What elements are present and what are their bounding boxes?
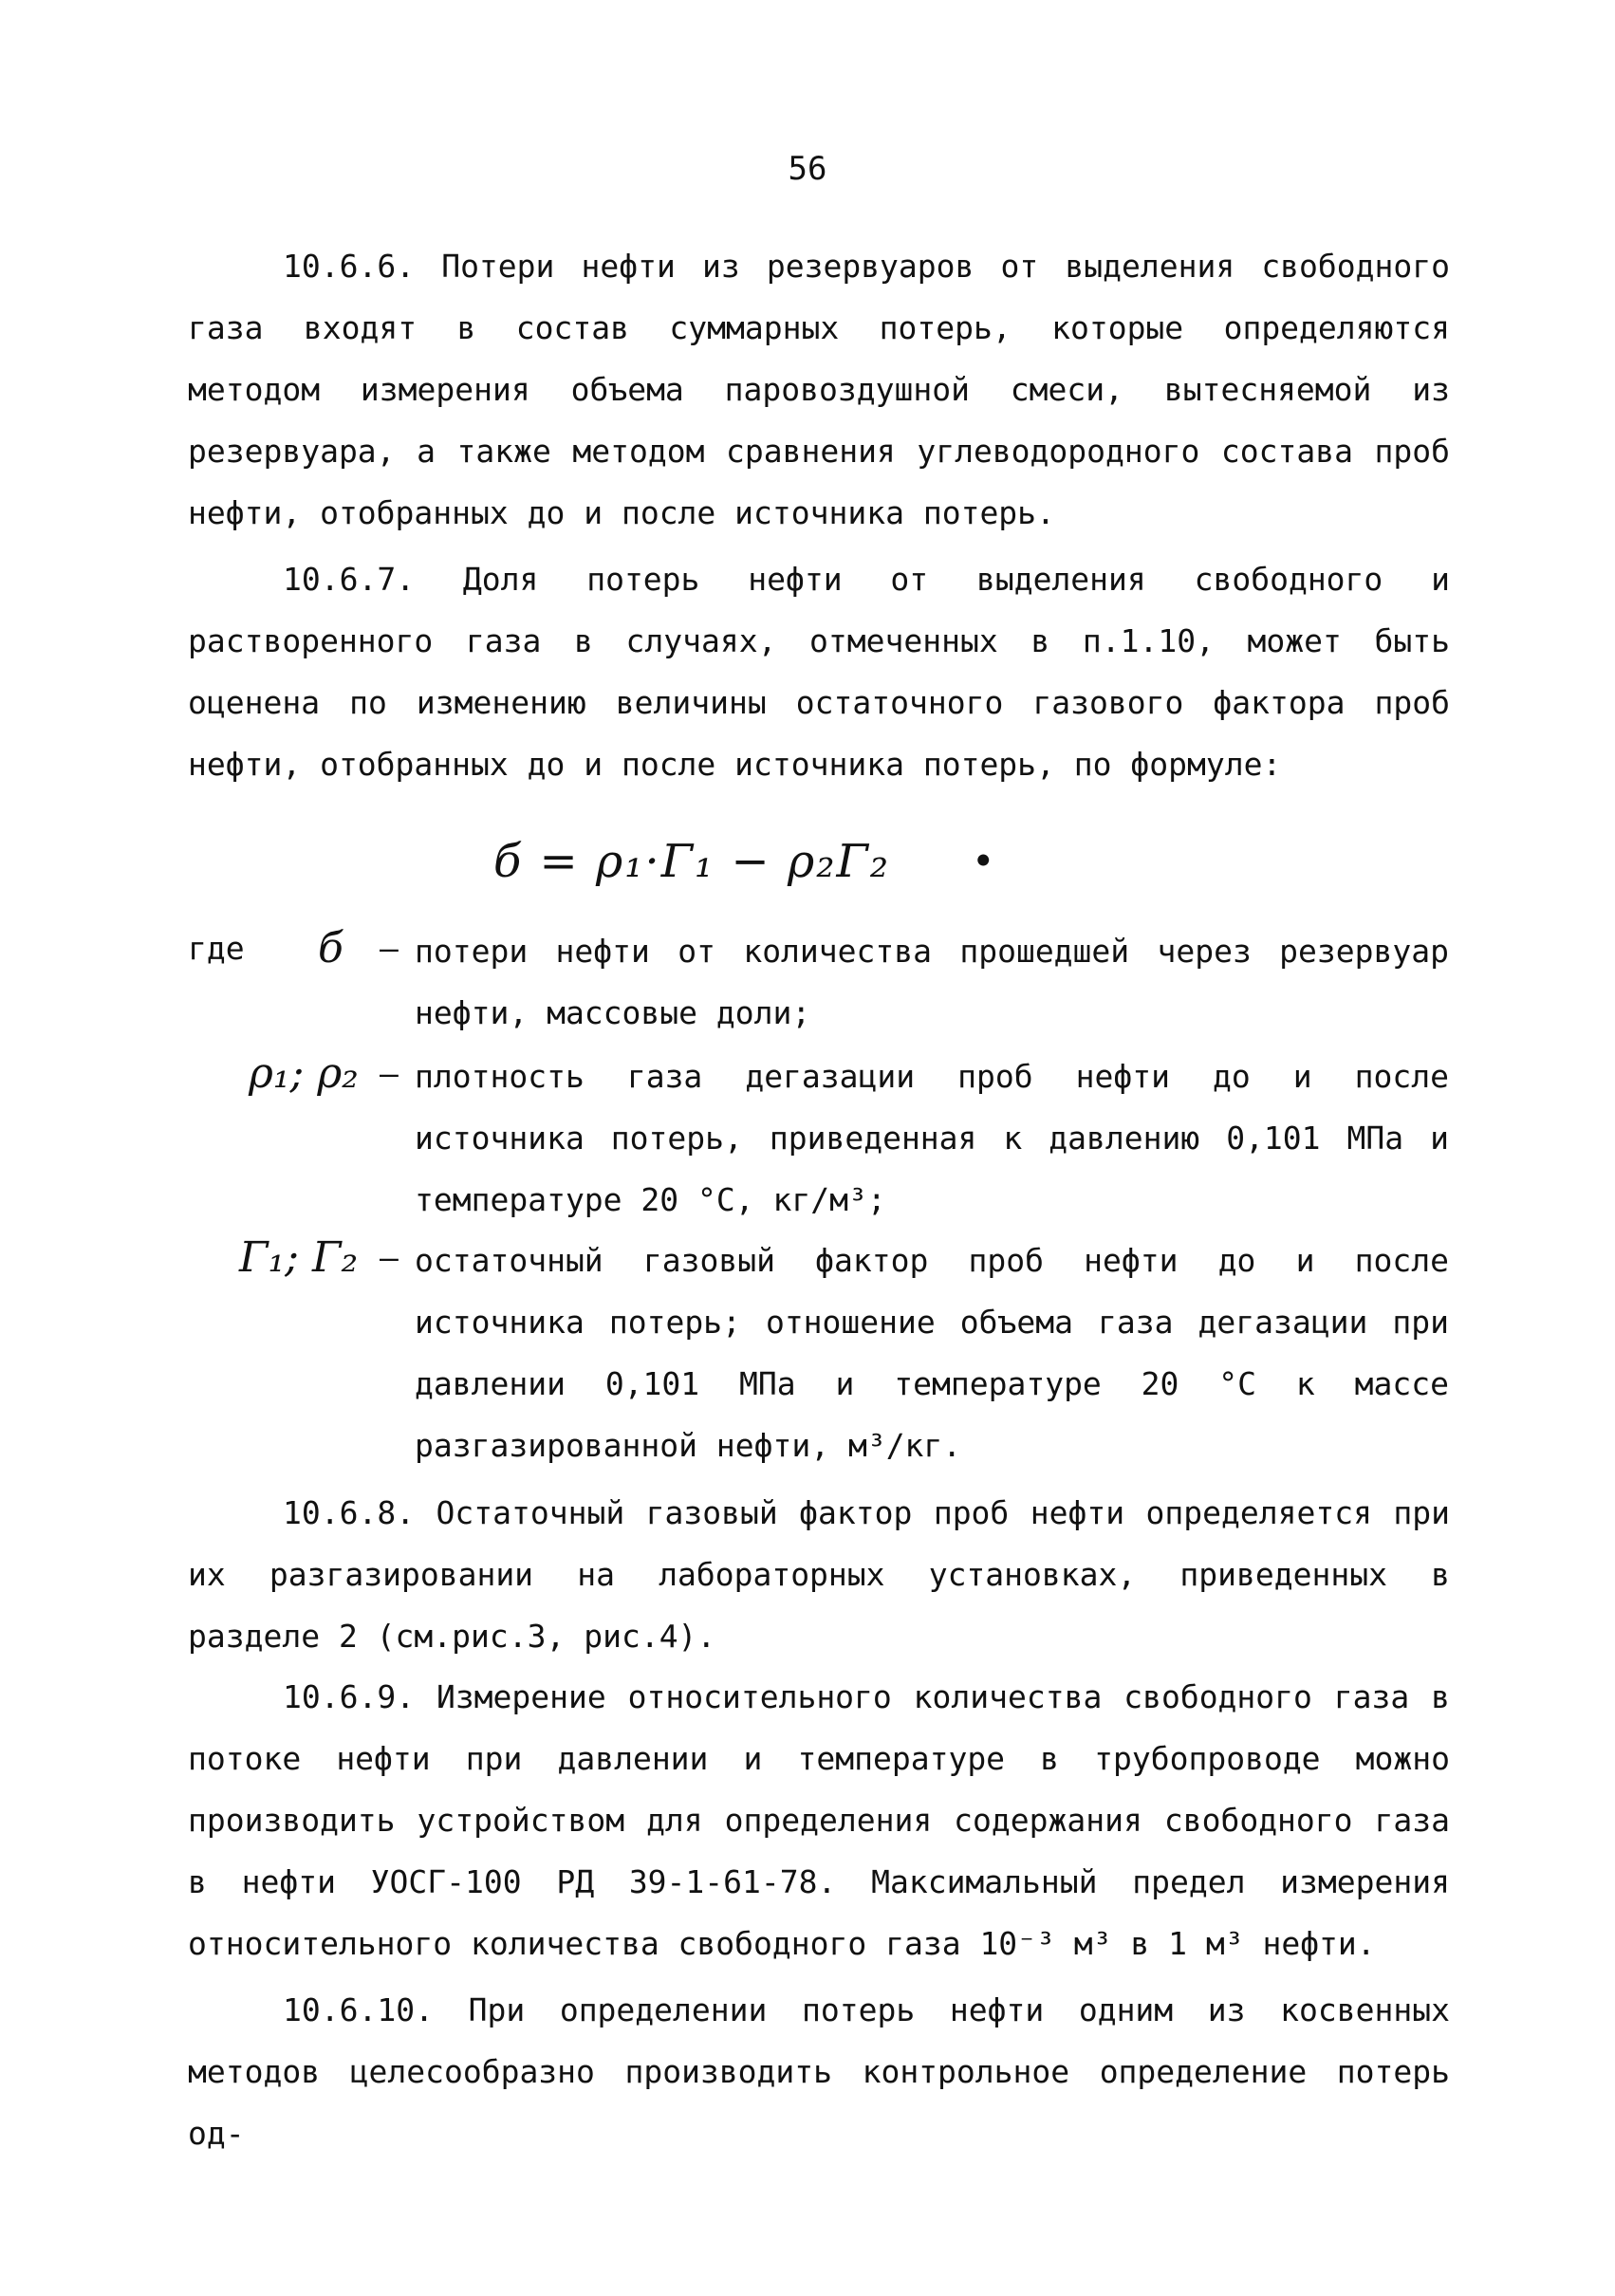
paragraph-10-6-9: 10.6.9. Измерение относительного количества свободного газа в потоке нефти при давлении и температуре в трубопроводе можно производить устройством для определения содержания свободного газа в нефти УОСГ-100 РД 39-1-61-78. Максимальный предел измерения относительного количества свободного газа 10⁻³ м³ в 1 м³ нефти. <box>188 1678 1450 1962</box>
page-number: 56 <box>788 150 827 188</box>
definition-symbol-rho: ρ₁; ρ₂ <box>249 1049 359 1098</box>
formula: б = ρ₁·Γ₁ − ρ₂Γ₂ <box>493 835 891 888</box>
formula-mark: • <box>974 842 993 880</box>
definition-dash: – <box>380 930 399 967</box>
definition-symbol-gamma: Γ₁; Γ₂ <box>239 1233 359 1282</box>
paragraph-10-6-6: 10.6.6. Потери нефти из резервуаров от выделения свободного газа входят в состав суммарных потерь, которые определяются методом измерения объема паровоздушной смеси, вытесняемой из резервуара, а также методом сравнения углеводородного состава проб нефти, отобранных до и после источника потерь. <box>188 248 1450 531</box>
definition-rho-text: плотность газа дегазации проб нефти до и после источника потерь, приведенная к давлению 0,101 МПа и температуре 20 °С, кг/м³; <box>415 1058 1449 1218</box>
definition-gamma-text: остаточный газовый фактор проб нефти до и после источника потерь; отношение объема газа дегазации при давлении 0,101 МПа и температуре 20 °С к массе разгазированной нефти, м³/кг. <box>415 1242 1449 1464</box>
definition-symbol-sigma: б <box>318 924 343 972</box>
definition-sigma-text: потери нефти от количества прошедшей через резервуар нефти, массовые доли; <box>415 933 1449 1031</box>
paragraph-10-6-7: 10.6.7. Доля потерь нефти от выделения свободного и растворенного газа в случаях, отмеченных в п.1.10, может быть оценена по изменению величины остаточного газового фактора проб нефти, отобранных до и после источника потерь, по формуле: <box>188 561 1450 783</box>
definition-dash: – <box>380 1055 399 1092</box>
paragraph-10-6-10: 10.6.10. При определении потерь нефти одним из косвенных методов целесообразно производить контрольное определение потерь од- <box>188 1991 1450 2152</box>
paragraph-10-6-8: 10.6.8. Остаточный газовый фактор проб нефти определяется при их разгазировании на лабораторных установках, приведенных в разделе 2 (см.рис.3, рис.4). <box>188 1494 1450 1655</box>
where-label: где <box>188 930 245 967</box>
definition-dash: – <box>380 1239 399 1276</box>
